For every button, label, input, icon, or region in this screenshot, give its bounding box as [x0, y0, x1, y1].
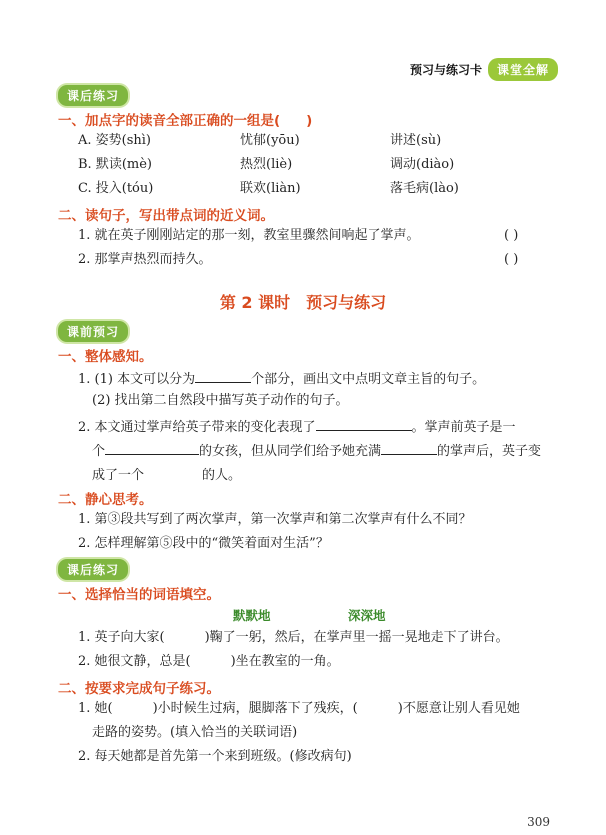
word-option-2: 深深地 [348, 608, 386, 623]
header-text: 预习与练习卡 [409, 63, 482, 77]
s1-line-4: 个 的女孩，但从同学们给予她充满 的掌声后，英子变 [92, 440, 541, 461]
word-option-1: 默默地 [233, 608, 271, 623]
s1-line-5: 成了一个 的人。 [92, 464, 241, 485]
blank-after[interactable] [144, 464, 202, 479]
section-tag-preview: 课前预习 [58, 321, 128, 342]
option-c-2: 联欢(liàn) [240, 181, 301, 196]
option-b-3: 调动(diào) [390, 157, 455, 172]
s1-line-1: 1. (1) 本文可以分为 个部分，画出文中点明文章主旨的句子。 [78, 368, 485, 389]
page-header [410, 58, 558, 81]
p3-s1-title: 一、选择恰当的词语填空。 [58, 587, 220, 603]
s1-line-3: 2. 本文通过掌声给英子带来的变化表现了 。掌声前英子是一 [78, 416, 516, 437]
p3-s1-line-2: 2. 她很文静，总是( )坐在教室的一角。 [78, 654, 340, 669]
s1-title: 一、整体感知。 [58, 349, 153, 365]
p3-s2-line-2: 走路的姿势。(填入恰当的关联词语) [92, 725, 298, 740]
s2-title: 二、静心思考。 [58, 492, 153, 508]
p3-s1-line-1: 1. 英子向大家( )鞠了一躬，然后，在掌声里一摇一晃地走下了讲台。 [78, 630, 509, 645]
option-a-3: 讲述(sù) [390, 133, 442, 148]
q2-answer-2[interactable]: ( ) [504, 252, 519, 267]
blank-before[interactable] [105, 440, 199, 455]
p3-s2-line-3: 2. 每天她都是首先第一个来到班级。(修改病句) [78, 749, 352, 764]
q2-title: 二、读句子，写出带点词的近义词。 [58, 208, 274, 224]
lesson-title: 第 2 课时 预习与练习 [219, 293, 387, 312]
option-c-1: C. 投入(tóu) [78, 181, 154, 196]
option-c-3: 落毛病(lào) [390, 181, 459, 196]
q1-title: 一、加点字的读音全部正确的一组是( ) [58, 113, 313, 129]
option-a-2: 忧郁(yōu) [240, 133, 300, 148]
option-a-1: A. 姿势(shì) [78, 133, 151, 148]
q2-item-1: 1. 就在英子刚刚站定的那一刻，教室里骤然间响起了掌声。 [78, 228, 420, 243]
p3-s2-title: 二、按要求完成句子练习。 [58, 681, 220, 697]
option-b-1: B. 默读(mè) [78, 157, 152, 172]
page-number: 309 [527, 815, 550, 829]
p3-s2-line-1: 1. 她( )小时候生过病，腿脚落下了残疾，( )不愿意让别人看见她 [78, 701, 520, 716]
q2-item-2: 2. 那掌声热烈而持久。 [78, 252, 212, 267]
s1-line-2: (2) 找出第二自然段中描写英子动作的句子。 [92, 393, 349, 408]
section-tag-after-class: 课后练习 [58, 85, 128, 106]
s2-line-2: 2. 怎样理解第⑤段中的“微笑着面对生活”？ [78, 536, 329, 551]
q2-answer-1[interactable]: ( ) [504, 228, 519, 243]
blank-parts[interactable] [195, 368, 251, 383]
section-tag-after-class-2: 课后练习 [58, 559, 128, 580]
header-badge: 课堂全解 [488, 58, 558, 81]
blank-theme[interactable] [316, 416, 412, 431]
s2-line-1: 1. 第③段共写到了两次掌声，第一次掌声和第二次掌声有什么不同？ [78, 512, 472, 527]
option-b-2: 热烈(liè) [240, 157, 293, 172]
blank-full[interactable] [381, 440, 437, 455]
